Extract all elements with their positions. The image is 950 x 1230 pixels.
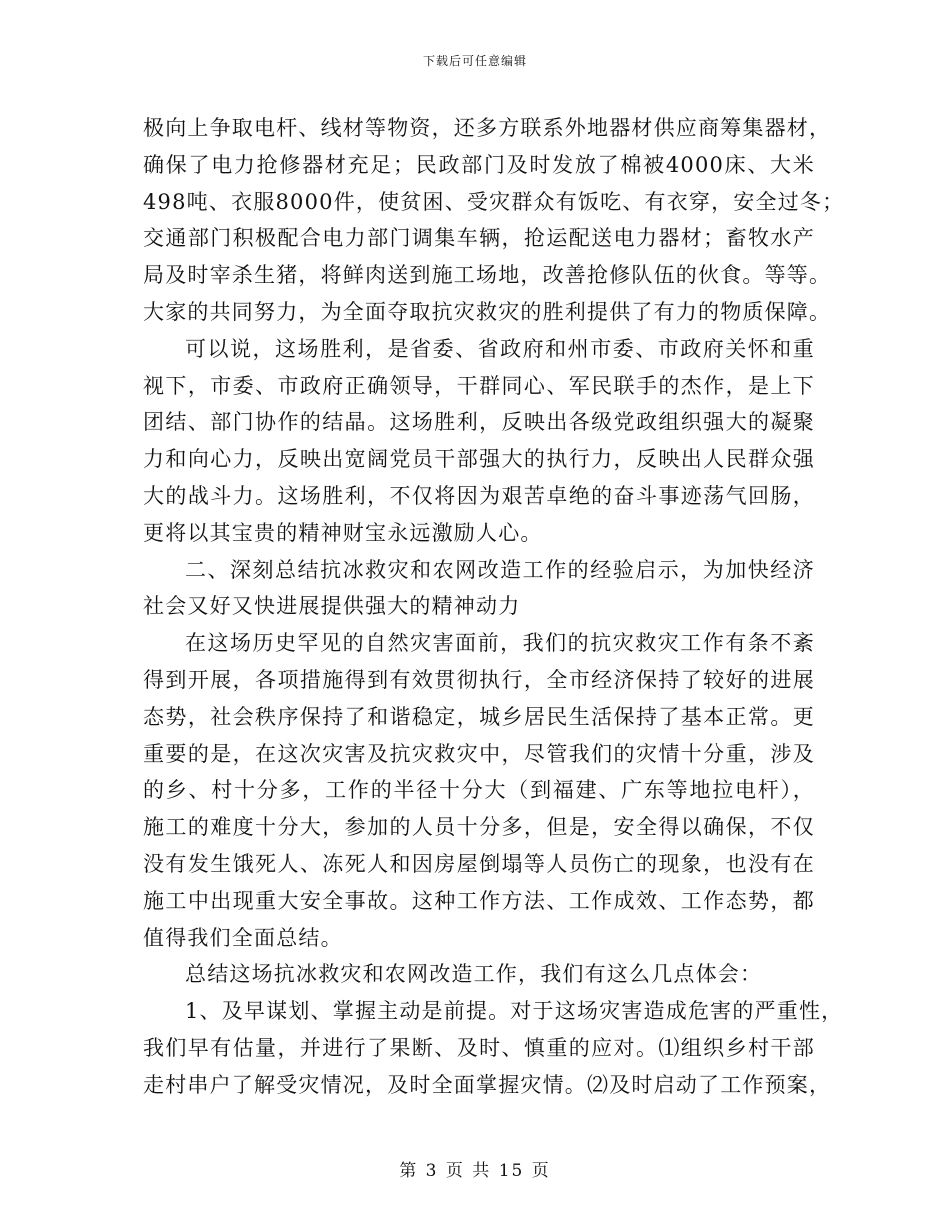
text-line: 498吨、衣服8000件，使贫困、受灾群众有饭吃、有衣穿，安全过冬； (143, 189, 845, 214)
document-body (143, 110, 845, 1104)
paragraph-first-line: 在这场历史罕见的自然灾害面前，我们的抗灾救灾工作有条不紊 (185, 631, 815, 656)
text-line: 态势，社会秩序保持了和谐稳定，城乡居民生活保持了基本正常。更 (143, 704, 815, 729)
text-line: 大家的共同努力，为全面夺取抗灾救灾的胜利提供了有力的物质保障。 (143, 299, 832, 324)
paragraph-first-line: 总结这场抗冰救灾和农网改造工作，我们有这么几点体会： (185, 962, 763, 987)
text-line: 走村串户了解受灾情况，及时全面掌握灾情。⑵及时启动了工作预案， (143, 1072, 832, 1097)
text-line: 视下，市委、市政府正确领导，干群同心、军民联手的杰作，是上下 (143, 373, 815, 398)
page-header: 下载后可任意编辑 (422, 54, 527, 68)
text-line: 大的战斗力。这场胜利，不仅将因为艰苦卓绝的奋斗事迹荡气回肠， (143, 483, 815, 508)
text-line: 极向上争取电杆、线材等物资，还多方联系外地器材供应商筹集器材， (143, 116, 832, 140)
paragraph-first-line: 可以说，这场胜利，是省委、省政府和州市委、市政府关怀和重 (185, 336, 815, 361)
text-line: 交通部门积极配合电力部门调集车辆，抢运配送电力器材；畜牧水产 (143, 226, 815, 251)
section-heading-continued: 社会又好又快进展提供强大的精神动力 (143, 594, 521, 619)
text-line: 团结、部门协作的结晶。这场胜利，反映出各级党政组织强大的凝聚 (143, 410, 815, 435)
text-line: 力和向心力，反映出宽阔党员干部强大的执行力，反映出人民群众强 (143, 447, 815, 472)
page-number-footer: 第 3 页 共 15 页 (399, 1161, 551, 1181)
text-line: 局及时宰杀生猪，将鲜肉送到施工场地，改善抢修队伍的伙食。等等。 (143, 263, 832, 288)
text-line: 确保了电力抢修器材充足；民政部门及时发放了棉被4000床、大米 (143, 152, 815, 177)
text-line: 值得我们全面总结。 (143, 925, 343, 950)
section-heading: 二、深刻总结抗冰救灾和农网改造工作的经验启示，为加快经济 (185, 557, 815, 582)
text-line: 的乡、村十分多，工作的半径十分大（到福建、广东等地拉电杆）， (143, 778, 815, 803)
text-line: 更将以其宝贵的精神财宝永远激励人心。 (143, 520, 543, 545)
text-line: 重要的是，在这次灾害及抗灾救灾中，尽管我们的灾情十分重，涉及 (143, 741, 815, 766)
text-line: 施工的难度十分大，参加的人员十分多，但是，安全得以确保，不仅 (143, 815, 815, 840)
text-line: 没有发生饿死人、冻死人和因房屋倒塌等人员伤亡的现象，也没有在 (143, 851, 815, 876)
text-line: 得到开展，各项措施得到有效贯彻执行，全市经济保持了较好的进展 (143, 667, 815, 692)
text-line: 我们早有估量，并进行了果断、及时、慎重的应对。⑴组织乡村干部 (143, 1035, 815, 1060)
numbered-point: 1、及早谋划、掌握主动是前提。对于这场灾害造成危害的严重性， (185, 999, 844, 1024)
text-line: 施工中出现重大安全事故。这种工作方法、工作成效、工作态势，都 (143, 888, 815, 913)
